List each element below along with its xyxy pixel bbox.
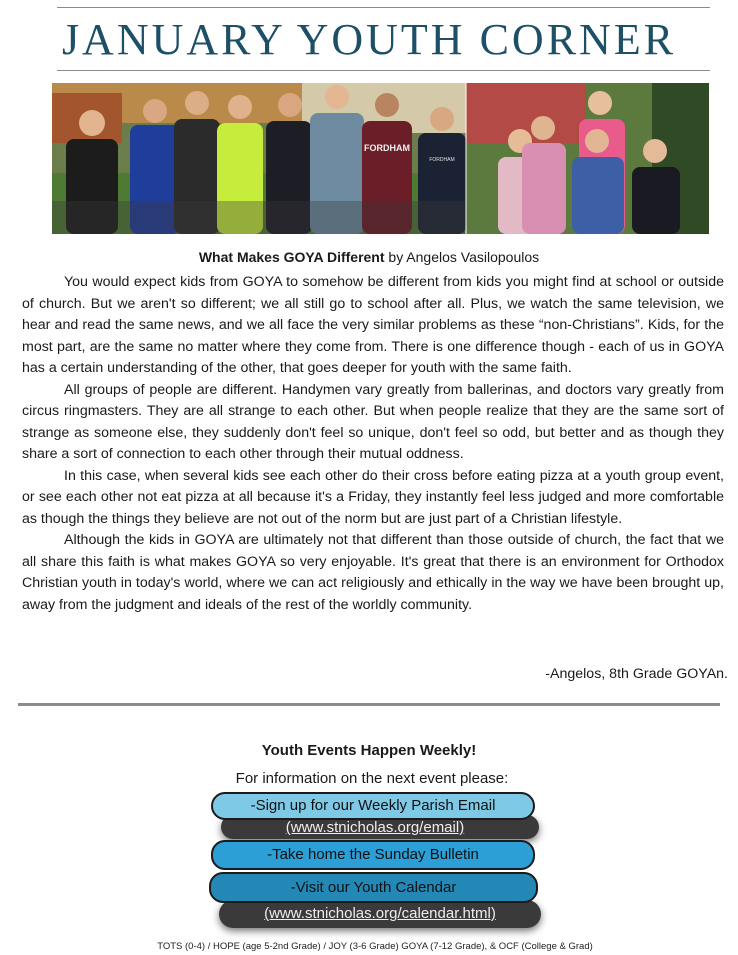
article-signoff: -Angelos, 8th Grade GOYAn. xyxy=(545,666,728,682)
article-body xyxy=(22,272,724,616)
title-divider xyxy=(57,70,710,71)
calendar-button[interactable]: -Visit our Youth Calendar xyxy=(209,872,538,903)
article-paragraph: Although the kids in GOYA are ultimately not that different than those outside of church, the fact that we all share this faith is what makes GOYA so very enjoyable. It's great that there is an environment for Orthodox Christian youth in today's world, where we can act religiously and ethically in the way we have been brought up, away from the judgment and ideals of the rest of the worldly community. xyxy=(22,532,724,613)
youth-group-photo-illustration xyxy=(52,83,709,234)
shirt-text-2: FORDHAM xyxy=(429,157,455,163)
top-divider xyxy=(57,7,710,8)
calendar-link[interactable]: (www.stnicholas.org/calendar.html) xyxy=(264,905,496,922)
article-paragraph: All groups of people are different. Handymen vary greatly from ballerinas, and doctors vary greatly from circus ringmasters. They are all strange to each other. But when people realize that they are the same sort of strange as someone else, they suddenly don't feel so unique, don't feel so odd, but better and as though they share a sort of connection to each other through their mutual oddness. xyxy=(22,381,724,462)
email-signup-button[interactable]: -Sign up for our Weekly Parish Email xyxy=(211,792,535,820)
footer-groups: TOTS (0-4) / HOPE (age 5-2nd Grade) / JOY (3-6 Grade) GOYA (7-12 Grade), & OCF (College & Grad) xyxy=(157,941,593,952)
email-link[interactable]: (www.stnicholas.org/email) xyxy=(285,819,465,836)
youth-group-photo xyxy=(52,83,709,234)
shirt-text-1: FORDHAM xyxy=(364,143,410,153)
bulletin-button[interactable]: -Take home the Sunday Bulletin xyxy=(211,840,535,870)
article-paragraph: You would expect kids from GOYA to somehow be different from kids you might find at school or outside of church. But we aren't so different; we all still go to school after all. Plus, we watch the same television, we hear and read the same news, and we all face the very similar problems as these “non-Christians”. Kids, for the most part, are the same no matter where they come from. There is one difference though - each of us in GOYA has a certain understanding of the other, that goes deeper for youth with the same faith. xyxy=(22,274,724,376)
page-title: JANUARY YOUTH CORNER xyxy=(61,15,677,64)
article-title: What Makes GOYA Different xyxy=(198,249,385,265)
article-byline: by Angelos Vasilopoulos xyxy=(384,249,540,265)
article-paragraph: In this case, when several kids see each other do their cross before eating pizza at a youth group event, or see each other not eat pizza at all because it's a Friday, they instantly feel less judged and more comfortable as though the things they believe are not out of the norm but are just part of a Christian lifestyle. xyxy=(22,467,724,527)
article-heading xyxy=(0,248,738,266)
events-subtitle: For information on the next event please: xyxy=(235,770,509,787)
section-divider xyxy=(18,703,720,706)
events-title: Youth Events Happen Weekly! xyxy=(261,742,477,759)
